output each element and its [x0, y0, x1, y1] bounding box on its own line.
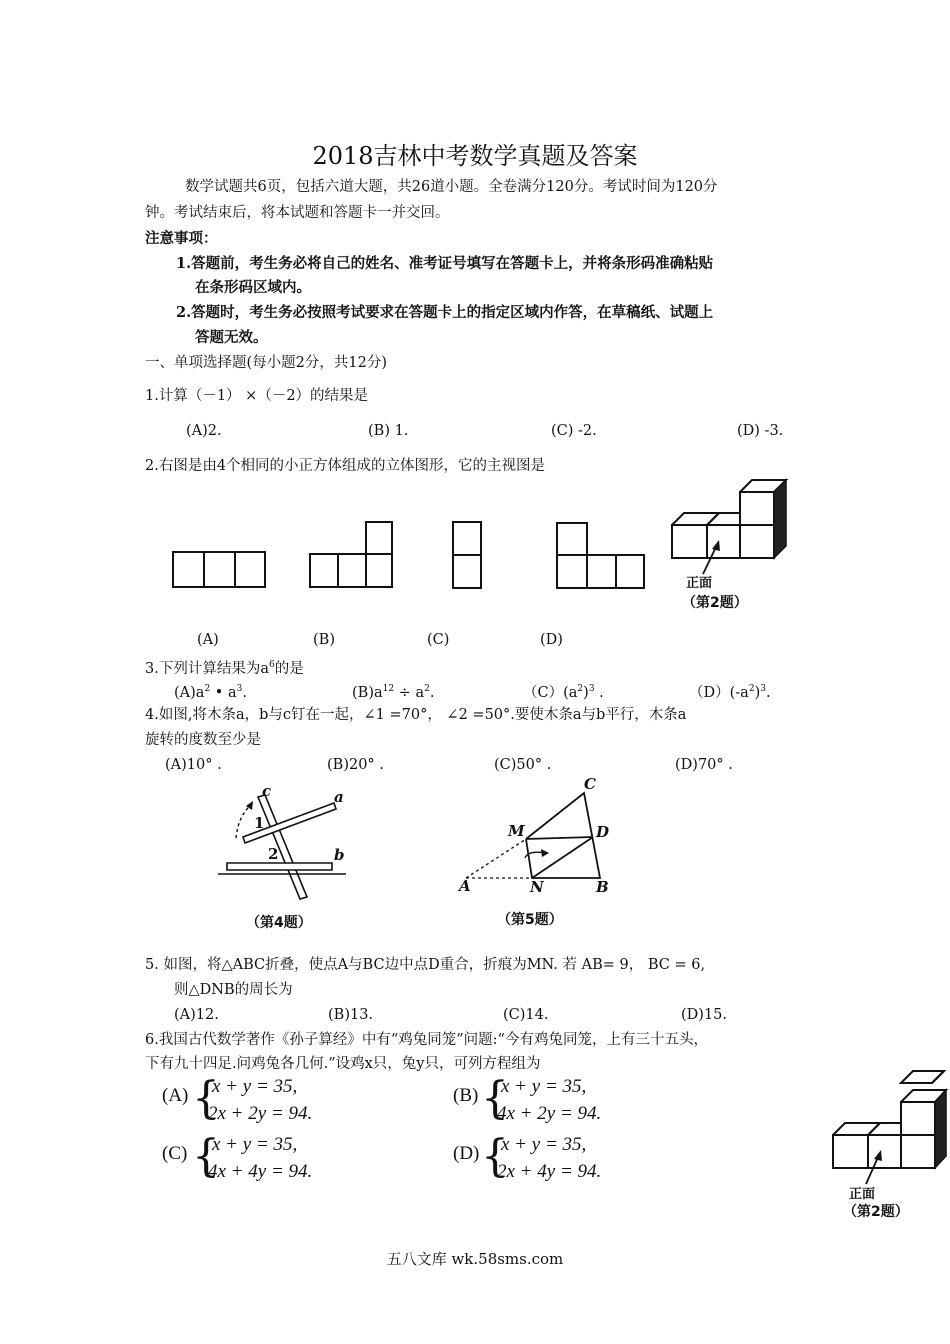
q1-stem: 1.计算（－1） ×（－2）的结果是: [145, 388, 369, 404]
q4-option-a: (A)10° .: [165, 757, 222, 773]
page-title: 2018吉林中考数学真题及答案: [312, 142, 638, 170]
intro-line-1: 数学试题共6页，包括六道大题，共26道小题。全卷满分120分。考试时间为120分: [185, 179, 718, 195]
notice-item-2-line-1: 2.答题时，考生务必按照考试要求在答题卡上的指定区域内作答，在草稿纸、试题上: [176, 304, 714, 321]
q6-option-a-brace: {: [192, 1073, 220, 1124]
q5-line-2: 则△DNB的周长为: [174, 982, 293, 998]
q6-option-b-brace: {: [481, 1073, 509, 1124]
q2-fig-front-label: 正面: [686, 576, 713, 591]
side-fig-front-label: 正面: [849, 1187, 876, 1202]
q3-option-a: $(A)a^2$ • $a^3$.: [174, 684, 247, 701]
fig4-caption: （第4题）: [246, 915, 312, 931]
q5-option-a: (A)12.: [174, 1007, 219, 1023]
q2-fig-caption: （第2题）: [682, 595, 748, 611]
fig5-label-A: A: [459, 877, 471, 895]
q5-option-c: (C)14.: [503, 1007, 549, 1023]
fig5-label-B: B: [596, 878, 609, 896]
q5-line-1: 5. 如图，将△ABC折叠，使点A与BC边中点D重合，折痕为MN. 若 AB= 9， BC = 6,: [145, 957, 706, 973]
notice-item-2-line-2: 答题无效。: [195, 329, 268, 346]
fig4-label-1: 1: [254, 814, 265, 832]
fig5-label-M: M: [508, 822, 525, 840]
q4-option-d: (D)70° .: [675, 757, 733, 773]
fig5-label-D: D: [596, 823, 610, 841]
q6-option-d-eq2: 2x + 4y = 94.: [497, 1161, 602, 1182]
q6-line-1: 6.我国古代数学著作《孙子算经》中有“鸡兔同笼”问题:“今有鸡兔同笼，上有三十五头，: [145, 1032, 708, 1048]
q6-option-b-eq2: 4x + 2y = 94.: [497, 1103, 602, 1124]
section-heading: 一、单项选择题(每小题2分，共12分): [145, 355, 387, 371]
q2-label-c: (C): [427, 632, 450, 648]
q5-option-d: (D)15.: [681, 1007, 727, 1023]
q3-option-d: $(D)(-a^2)^3$.: [689, 684, 771, 701]
q6-line-2: 下有九十四足.问鸡兔各几何.”设鸡x只，兔y只，可列方程组为: [145, 1056, 541, 1072]
notice-item-1-line-1: 1.答题前，考生务必将自己的姓名、准考证号填写在答题卡上，并将条形码准确粘贴: [176, 255, 714, 272]
q4-line-1: 4.如图,将木条a，b与c钉在一起，∠1 =70°， ∠2 =50°.要使木条a与b平行，木条a: [145, 707, 687, 723]
page-footer: 五八文库 wk.58sms.com: [386, 1250, 564, 1268]
q2-label-d: (D): [540, 632, 563, 648]
fig5-caption: （第5题）: [497, 912, 563, 928]
q6-option-b-label: (B): [453, 1085, 479, 1106]
notice-item-1-line-2: 在条形码区域内。: [195, 279, 311, 296]
fig5-label-C: C: [584, 775, 596, 793]
notice-heading: 注意事项：: [145, 230, 218, 247]
q4-option-b: (B)20° .: [327, 757, 384, 773]
q6-option-a-eq2: 2x + 2y = 94.: [208, 1103, 313, 1124]
q6-option-b-eq1: x + y = 35,: [501, 1076, 587, 1097]
q2-label-b: (B): [313, 632, 335, 648]
q2-stem: 2.右图是由4个相同的小正方体组成的立体图形，它的主视图是: [145, 458, 546, 474]
q1-option-c: (C) -2.: [551, 423, 597, 439]
q1-option-b: (B) 1.: [368, 423, 409, 439]
q6-option-c-eq2: 4x + 4y = 94.: [208, 1161, 313, 1182]
q1-option-a: (A)2.: [186, 423, 222, 439]
q2-label-a: (A): [197, 632, 219, 648]
fig5-label-N: N: [530, 878, 544, 896]
q3-option-b: $(B)a^{12} \div a^2$.: [352, 684, 435, 701]
q3-option-c: $(C)(a^2)^3$ .: [523, 684, 604, 701]
q6-option-c-brace: {: [192, 1131, 220, 1182]
fig4-label-b: b: [334, 846, 345, 864]
q4-option-c: (C)50° .: [494, 757, 552, 773]
fig4-label-2: 2: [268, 845, 279, 863]
q6-option-d-brace: {: [481, 1131, 509, 1182]
q4-line-2: 旋转的度数至少是: [145, 732, 261, 748]
q1-option-d: (D) -3.: [737, 423, 784, 439]
q3-stem: 3.下列计算结果为$a^6$的是: [145, 660, 304, 677]
q6-option-d-eq1: x + y = 35,: [501, 1134, 587, 1155]
q6-option-c-eq1: x + y = 35,: [212, 1134, 298, 1155]
q6-option-a-eq1: x + y = 35,: [212, 1076, 298, 1097]
q6-option-c-label: (C): [162, 1143, 188, 1164]
q6-option-d-label: (D): [453, 1143, 480, 1164]
q5-option-b: (B)13.: [328, 1007, 374, 1023]
side-fig-caption: （第2题）: [843, 1204, 909, 1220]
q6-option-a-label: (A): [162, 1085, 189, 1106]
fig4-label-a: a: [334, 788, 344, 806]
fig4-label-c: c: [262, 782, 272, 800]
intro-line-2: 钟。考试结束后，将本试题和答题卡一并交回。: [145, 205, 450, 221]
